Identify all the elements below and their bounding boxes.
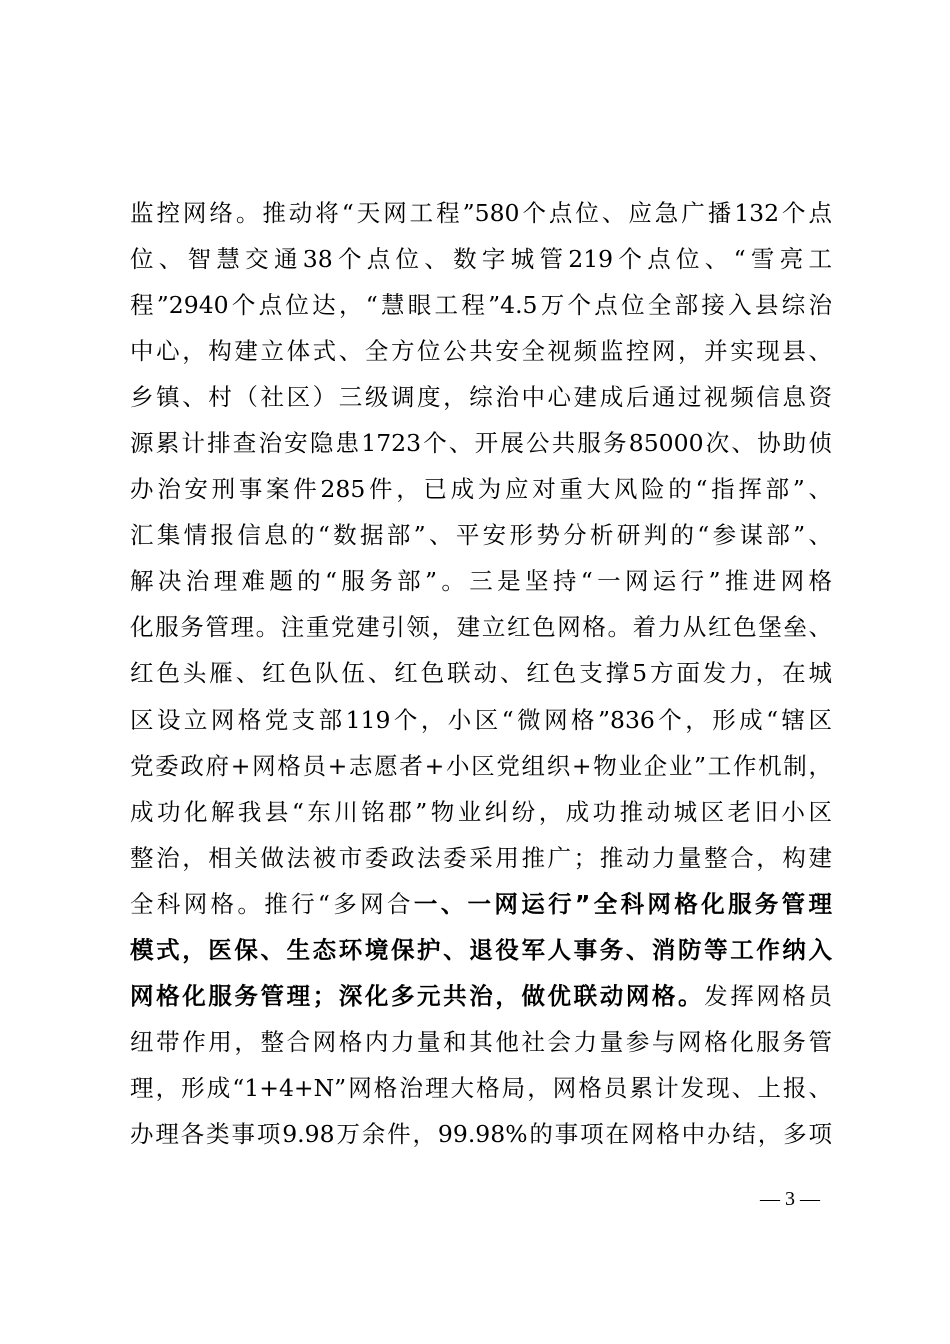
text-segment: 理，形成“1+4+N”网格治理大格局，网格员累计发现、上报、 — [130, 1073, 832, 1102]
text-segment: 程”2940个点位达，“慧眼工程”4.5万个点位全部接入县综治 — [130, 291, 832, 320]
text-line — [130, 466, 832, 512]
text-segment: 纽带作用，整合网格内力量和其他社会力量参与网格化服务管 — [130, 1027, 832, 1056]
text-line — [130, 1019, 832, 1065]
text-segment: 成功化解我县“东川铭郡”物业纠纷，成功推动城区老旧小区 — [130, 797, 832, 826]
text-line — [130, 420, 832, 466]
text-segment: 区设立网格党支部119个，小区“微网格”836个，形成“辖区 — [130, 705, 832, 734]
page-number: — 3 — — [760, 1188, 820, 1210]
text-segment: 源累计排查治安隐患1723个、开展公共服务85000次、协助侦 — [130, 429, 832, 458]
text-line — [130, 190, 832, 236]
bold-text-segment: 网格化服务管理；深化多元共治，做优联动网格。 — [130, 981, 705, 1010]
text-segment: 监控网络。推动将“天网工程”580个点位、应急广播132个点 — [130, 199, 832, 227]
text-line — [130, 604, 832, 650]
text-line — [130, 789, 832, 835]
text-line — [130, 650, 832, 696]
text-line — [130, 282, 832, 328]
document-body — [130, 190, 832, 1157]
text-segment: 发挥网格员 — [704, 981, 833, 1010]
text-line — [130, 236, 832, 282]
text-line — [130, 328, 832, 374]
bold-text-segment: 模式，医保、生态环境保护、退役军人事务、消防等工作纳入 — [130, 935, 832, 964]
text-segment: 整治，相关做法被市委政法委采用推广；推动力量整合，构建 — [130, 843, 832, 872]
text-segment: 办治安刑事案件285件，已成为应对重大风险的“指挥部”、 — [130, 475, 832, 504]
text-line — [130, 1111, 832, 1157]
text-line — [130, 1065, 832, 1111]
text-segment: 党委政府+网格员+志愿者+小区党组织+物业企业”工作机制， — [130, 751, 832, 780]
text-segment: 办理各类事项9.98万余件，99.98%的事项在网格中办结，多项 — [130, 1119, 832, 1148]
text-line — [130, 512, 832, 558]
text-line — [130, 973, 832, 1019]
text-segment: 全科网格。推行“多网合 — [130, 889, 414, 918]
text-segment: 汇集情报信息的“数据部”、平安形势分析研判的“参谋部”、 — [130, 521, 832, 550]
text-line — [130, 743, 832, 789]
text-segment: 乡镇、村（社区）三级调度，综治中心建成后通过视频信息资 — [130, 383, 832, 412]
text-segment: 解决治理难题的“服务部”。三是坚持“一网运行”推进网格 — [130, 567, 832, 596]
text-line — [130, 558, 832, 604]
text-line — [130, 374, 832, 420]
text-segment: 位、智慧交通38个点位、数字城管219个点位、“雪亮工 — [130, 245, 832, 274]
text-line — [130, 927, 832, 973]
bold-text-segment: 一、一网运行”全科网格化服务管理 — [413, 889, 832, 918]
text-line — [130, 697, 832, 743]
text-line — [130, 881, 832, 927]
text-segment: 中心，构建立体式、全方位公共安全视频监控网，并实现县、 — [130, 337, 832, 366]
text-segment: 红色头雁、红色队伍、红色联动、红色支撑5方面发力，在城 — [130, 659, 832, 688]
text-line — [130, 835, 832, 881]
text-segment: 化服务管理。注重党建引领，建立红色网格。着力从红色堡垒、 — [130, 613, 832, 642]
